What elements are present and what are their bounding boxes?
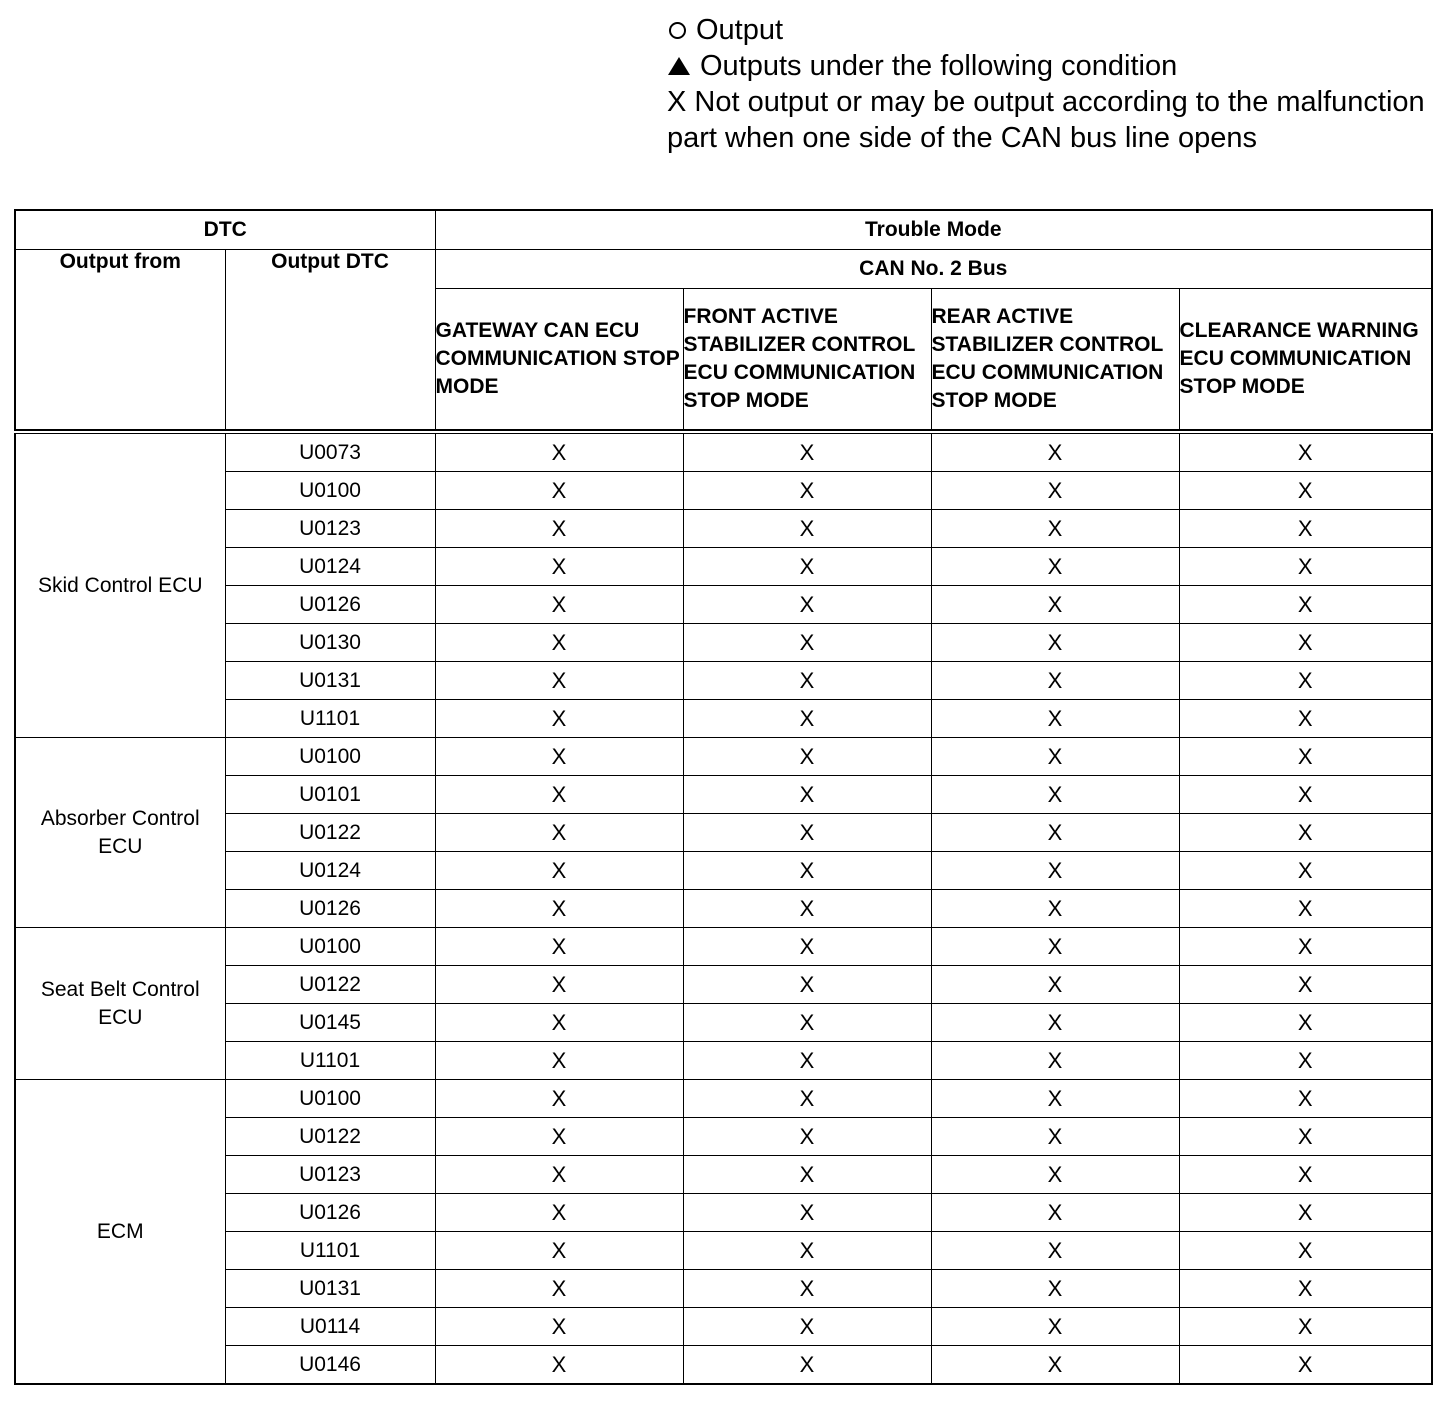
mode-mark-cell: X [931,472,1179,510]
mode-mark-cell: X [683,662,931,700]
mode-mark-cell: X [435,472,683,510]
mode-mark-cell: X [683,548,931,586]
mode-mark-cell: X [931,510,1179,548]
mode-mark-cell: X [931,432,1179,472]
table-row [15,548,1432,586]
mode-mark-cell: X [683,624,931,662]
output-dtc-cell: U0122 [225,1118,435,1156]
mode-mark-cell: X [435,548,683,586]
mode-header: GATEWAY CAN ECU COMMUNICATION STOP MODE [435,289,683,430]
table-row [15,966,1432,1004]
output-dtc-cell: U0130 [225,624,435,662]
mode-mark-cell: X [931,662,1179,700]
mode-mark-cell: X [1179,966,1432,1004]
table-row [15,738,1432,776]
mode-mark-cell: X [931,1156,1179,1194]
mode-mark-cell: X [1179,776,1432,814]
table-row [15,776,1432,814]
mode-mark-cell: X [1179,700,1432,738]
mode-mark-cell: X [435,1042,683,1080]
mode-mark-cell: X [435,662,683,700]
output-dtc-header: Output DTC [225,250,435,430]
mode-mark-cell: X [931,776,1179,814]
mode-mark-cell: X [435,700,683,738]
mode-mark-cell: X [683,1232,931,1270]
mode-mark-cell: X [931,966,1179,1004]
mode-mark-cell: X [931,1232,1179,1270]
mode-mark-cell: X [435,928,683,966]
table-row [15,928,1432,966]
table-row [15,586,1432,624]
mode-mark-cell: X [683,1194,931,1232]
output-dtc-cell: U0126 [225,586,435,624]
mode-mark-cell: X [683,510,931,548]
mode-mark-cell: X [435,510,683,548]
mode-mark-cell: X [1179,1118,1432,1156]
table-row [15,1308,1432,1346]
output-from-cell: Skid Control ECU [15,432,225,738]
mode-mark-cell: X [1179,852,1432,890]
mode-mark-cell: X [931,1042,1179,1080]
mode-mark-cell: X [1179,1270,1432,1308]
output-dtc-cell: U0123 [225,1156,435,1194]
output-dtc-cell: U0122 [225,814,435,852]
mode-mark-cell: X [683,738,931,776]
legend-x-symbol: X [667,86,687,118]
mode-mark-cell: X [435,1194,683,1232]
output-dtc-cell: U1101 [225,1042,435,1080]
mode-mark-cell: X [1179,1004,1432,1042]
output-dtc-cell: U0126 [225,1194,435,1232]
table-row [15,510,1432,548]
output-dtc-cell: U0131 [225,662,435,700]
mode-mark-cell: X [1179,510,1432,548]
table-row [15,624,1432,662]
mode-mark-cell: X [435,1346,683,1385]
circle-icon [669,22,686,39]
mode-mark-cell: X [683,472,931,510]
mode-mark-cell: X [931,890,1179,928]
mode-mark-cell: X [931,852,1179,890]
mode-mark-cell: X [435,1232,683,1270]
output-dtc-cell: U0100 [225,928,435,966]
mode-mark-cell: X [683,1156,931,1194]
output-dtc-cell: U0146 [225,1346,435,1385]
mode-mark-cell: X [1179,1042,1432,1080]
mode-mark-cell: X [1179,1232,1432,1270]
output-dtc-cell: U1101 [225,700,435,738]
output-dtc-cell: U0126 [225,890,435,928]
mode-mark-cell: X [435,738,683,776]
table-row [15,432,1432,472]
mode-mark-cell: X [435,776,683,814]
dtc-header: DTC [15,210,435,250]
output-dtc-cell: U0123 [225,510,435,548]
output-dtc-cell: U0122 [225,966,435,1004]
output-dtc-cell: U0131 [225,1270,435,1308]
mode-mark-cell: X [1179,586,1432,624]
mode-mark-cell: X [683,1346,931,1385]
mode-mark-cell: X [683,1080,931,1118]
dtc-table-body [15,432,1432,1384]
mode-mark-cell: X [1179,624,1432,662]
mode-mark-cell: X [931,1270,1179,1308]
legend-not-output-text: Not output or may be output according to the malfunction part when one side of the CAN bus line opens [667,86,1425,154]
table-row [15,852,1432,890]
table-row [15,700,1432,738]
legend-output-text: Output [696,14,784,46]
output-dtc-cell: U0100 [225,738,435,776]
mode-mark-cell: X [435,890,683,928]
mode-mark-cell: X [1179,890,1432,928]
table-row [15,1042,1432,1080]
table-row [15,1232,1432,1270]
mode-mark-cell: X [1179,472,1432,510]
legend-not-output [667,84,1427,156]
table-row [15,1118,1432,1156]
mode-mark-cell: X [1179,1346,1432,1385]
table-row [15,1080,1432,1118]
mode-mark-cell: X [931,586,1179,624]
mode-mark-cell: X [683,1270,931,1308]
mode-mark-cell: X [435,966,683,1004]
mode-mark-cell: X [435,586,683,624]
mode-mark-cell: X [683,852,931,890]
mode-mark-cell: X [1179,1308,1432,1346]
mode-mark-cell: X [931,1346,1179,1385]
output-dtc-cell: U0073 [225,432,435,472]
table-row [15,814,1432,852]
mode-mark-cell: X [435,1308,683,1346]
mode-mark-cell: X [683,1004,931,1042]
table-row [15,1270,1432,1308]
mode-header: CLEARANCE WARNING ECU COMMUNICATION STOP MODE [1179,289,1432,430]
mode-mark-cell: X [435,624,683,662]
output-dtc-cell: U1101 [225,1232,435,1270]
mode-mark-cell: X [931,1308,1179,1346]
mode-header: REAR ACTIVE STABILIZER CONTROL ECU COMMUNICATION STOP MODE [931,289,1179,430]
mode-mark-cell: X [931,700,1179,738]
mode-mark-cell: X [931,624,1179,662]
output-from-cell: Seat Belt Control ECU [15,928,225,1080]
mode-mark-cell: X [931,1118,1179,1156]
dtc-table [14,209,1433,1385]
mode-mark-cell: X [1179,432,1432,472]
mode-mark-cell: X [683,1042,931,1080]
output-dtc-cell: U0145 [225,1004,435,1042]
table-row [15,472,1432,510]
mode-header: FRONT ACTIVE STABILIZER CONTROL ECU COMMUNICATION STOP MODE [683,289,931,430]
mode-mark-cell: X [1179,1080,1432,1118]
output-dtc-cell: U0100 [225,1080,435,1118]
mode-mark-cell: X [931,1004,1179,1042]
mode-mark-cell: X [435,1270,683,1308]
mode-mark-cell: X [931,1194,1179,1232]
mode-mark-cell: X [683,1118,931,1156]
output-dtc-cell: U0101 [225,776,435,814]
mode-mark-cell: X [683,432,931,472]
legend-conditional-text: Outputs under the following condition [700,50,1178,82]
mode-mark-cell: X [435,814,683,852]
mode-mark-cell: X [931,928,1179,966]
table-row [15,662,1432,700]
triangle-icon [668,57,690,75]
mode-mark-cell: X [435,852,683,890]
mode-mark-cell: X [683,814,931,852]
output-from-cell: ECM [15,1080,225,1385]
mode-mark-cell: X [683,1308,931,1346]
mode-mark-cell: X [1179,814,1432,852]
mode-mark-cell: X [683,928,931,966]
legend-output [667,12,1427,48]
mode-mark-cell: X [931,814,1179,852]
output-dtc-cell: U0100 [225,472,435,510]
mode-mark-cell: X [683,586,931,624]
mode-mark-cell: X [931,738,1179,776]
mode-mark-cell: X [931,548,1179,586]
bus-header: CAN No. 2 Bus [435,250,1432,289]
mode-mark-cell: X [1179,928,1432,966]
output-dtc-cell: U0124 [225,548,435,586]
mode-mark-cell: X [1179,1156,1432,1194]
table-row [15,1004,1432,1042]
mode-mark-cell: X [683,890,931,928]
mode-mark-cell: X [435,1080,683,1118]
mode-mark-cell: X [1179,548,1432,586]
output-from-header: Output from [15,250,225,430]
legend-conditional [667,48,1427,84]
mode-mark-cell: X [931,1080,1179,1118]
output-from-cell: Absorber Control ECU [15,738,225,928]
table-row [15,1194,1432,1232]
mode-mark-cell: X [1179,1194,1432,1232]
trouble-mode-header: Trouble Mode [435,210,1432,250]
mode-mark-cell: X [435,432,683,472]
mode-mark-cell: X [435,1156,683,1194]
mode-mark-cell: X [435,1118,683,1156]
legend [667,12,1427,156]
table-row [15,1346,1432,1385]
mode-mark-cell: X [435,1004,683,1042]
mode-mark-cell: X [1179,662,1432,700]
mode-mark-cell: X [1179,738,1432,776]
mode-mark-cell: X [683,700,931,738]
table-row [15,1156,1432,1194]
output-dtc-cell: U0114 [225,1308,435,1346]
mode-mark-cell: X [683,966,931,1004]
table-row [15,890,1432,928]
output-dtc-cell: U0124 [225,852,435,890]
mode-mark-cell: X [683,776,931,814]
